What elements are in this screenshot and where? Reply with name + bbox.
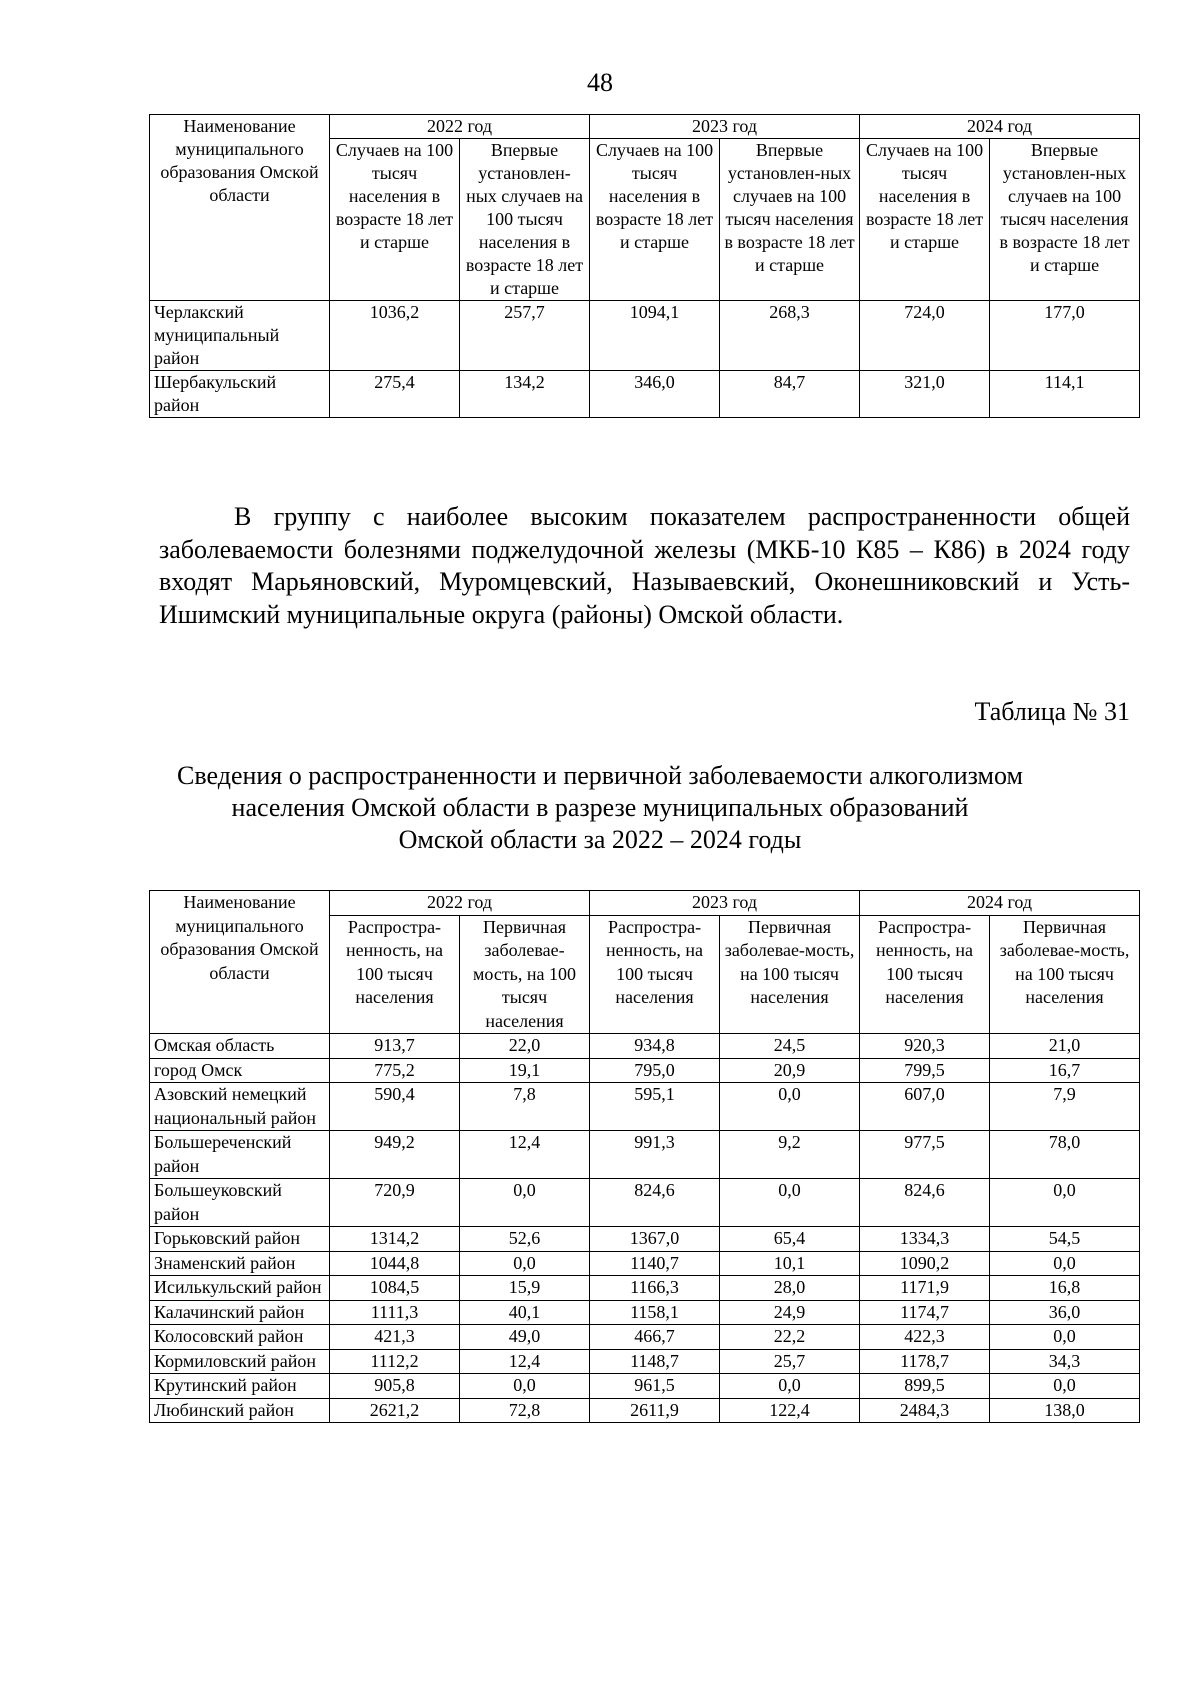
table-row [150,371,1140,418]
column-header-cases: Случаев на 100 тысяч населения в возрасте 18 лет и старше [330,139,460,301]
municipality-name-cell: Калачинский район [150,1300,330,1325]
value-cell: 12,4 [460,1131,590,1179]
table-row [150,1227,1140,1252]
municipality-name-cell: Азовский немецкий национальный район [150,1083,330,1131]
table-body [150,1034,1140,1423]
value-cell: 1148,7 [590,1349,720,1374]
table-row [150,1276,1140,1301]
column-header-new-cases: Впервые установлен-ных случаев на 100 тысяч населения в возрасте 18 лет и старше [720,139,860,301]
value-cell: 775,2 [330,1058,460,1083]
value-cell: 977,5 [860,1131,990,1179]
value-cell: 84,7 [720,371,860,418]
value-cell: 0,0 [460,1179,590,1227]
value-cell: 10,1 [720,1251,860,1276]
value-cell: 25,7 [720,1349,860,1374]
value-cell: 28,0 [720,1276,860,1301]
value-cell: 72,8 [460,1398,590,1423]
value-cell: 36,0 [990,1300,1140,1325]
value-cell: 49,0 [460,1325,590,1350]
value-cell: 7,9 [990,1083,1140,1131]
column-header-new-cases: Впервые установлен-ных случаев на 100 тысяч населения в возрасте 18 лет и старше [460,139,590,301]
municipality-name-cell: Большереченский район [150,1131,330,1179]
table-row [150,1251,1140,1276]
value-cell: 724,0 [860,301,990,371]
value-cell: 22,0 [460,1034,590,1059]
alcoholism-data-table [149,890,1140,1423]
value-cell: 920,3 [860,1034,990,1059]
value-cell: 799,5 [860,1058,990,1083]
value-cell: 134,2 [460,371,590,418]
value-cell: 590,4 [330,1083,460,1131]
column-header-year-2023: 2023 год [590,115,860,139]
table-row [150,1058,1140,1083]
column-header-incidence: Первичная заболевае-мость, на 100 тысяч населения [990,915,1140,1034]
municipality-name-cell: Шербакульский район [150,371,330,418]
value-cell: 720,9 [330,1179,460,1227]
value-cell: 1178,7 [860,1349,990,1374]
value-cell: 913,7 [330,1034,460,1059]
value-cell: 1111,3 [330,1300,460,1325]
value-cell: 16,7 [990,1058,1140,1083]
value-cell: 1334,3 [860,1227,990,1252]
municipality-name-cell: Горьковский район [150,1227,330,1252]
value-cell: 0,0 [990,1374,1140,1399]
value-cell: 346,0 [590,371,720,418]
table-title-line: населения Омской области в разрезе муниципальных образований [231,793,969,822]
value-cell: 16,8 [990,1276,1140,1301]
value-cell: 34,3 [990,1349,1140,1374]
municipality-name-cell: Любинский район [150,1398,330,1423]
value-cell: 422,3 [860,1325,990,1350]
value-cell: 7,8 [460,1083,590,1131]
value-cell: 1166,3 [590,1276,720,1301]
value-cell: 1171,9 [860,1276,990,1301]
table-label: Таблица № 31 [974,697,1130,726]
column-header-prevalence: Распростра-ненность, на 100 тысяч населения [330,915,460,1034]
value-cell: 991,3 [590,1131,720,1179]
value-cell: 20,9 [720,1058,860,1083]
value-cell: 824,6 [590,1179,720,1227]
value-cell: 2621,2 [330,1398,460,1423]
value-cell: 0,0 [460,1251,590,1276]
municipality-name-cell: Кормиловский район [150,1349,330,1374]
column-header-year-2024: 2024 год [860,891,1140,916]
value-cell: 0,0 [990,1325,1140,1350]
municipality-name-cell: Омская область [150,1034,330,1059]
column-header-incidence: Первичная заболевае-мость, на 100 тысяч населения [720,915,860,1034]
value-cell: 1367,0 [590,1227,720,1252]
value-cell: 1314,2 [330,1227,460,1252]
column-header-cases: Случаев на 100 тысяч населения в возрасте 18 лет и старше [590,139,720,301]
value-cell: 0,0 [720,1083,860,1131]
page-number: 48 [587,68,613,97]
value-cell: 0,0 [990,1179,1140,1227]
value-cell: 268,3 [720,301,860,371]
column-header-year-2022: 2022 год [330,115,590,139]
value-cell: 1112,2 [330,1349,460,1374]
value-cell: 275,4 [330,371,460,418]
value-cell: 899,5 [860,1374,990,1399]
value-cell: 40,1 [460,1300,590,1325]
value-cell: 795,0 [590,1058,720,1083]
value-cell: 24,9 [720,1300,860,1325]
column-header-municipality: Наименование муниципального образования Омской области [150,115,330,301]
column-header-cases: Случаев на 100 тысяч населения в возрасте 18 лет и старше [860,139,990,301]
table-title-line: Сведения о распространенности и первичной заболеваемости алкоголизмом [177,761,1023,790]
value-cell: 12,4 [460,1349,590,1374]
value-cell: 466,7 [590,1325,720,1350]
value-cell: 54,5 [990,1227,1140,1252]
value-cell: 1094,1 [590,301,720,371]
value-cell: 138,0 [990,1398,1140,1423]
value-cell: 15,9 [460,1276,590,1301]
value-cell: 0,0 [720,1374,860,1399]
column-header-year-2023: 2023 год [590,891,860,916]
value-cell: 1174,7 [860,1300,990,1325]
value-cell: 595,1 [590,1083,720,1131]
table-title [0,760,1200,856]
value-cell: 2611,9 [590,1398,720,1423]
value-cell: 177,0 [990,301,1140,371]
value-cell: 321,0 [860,371,990,418]
municipality-name-cell: Знаменский район [150,1251,330,1276]
municipality-name-cell: Исилькульский район [150,1276,330,1301]
table-row [150,1300,1140,1325]
value-cell: 934,8 [590,1034,720,1059]
value-cell: 65,4 [720,1227,860,1252]
table-row [150,1034,1140,1059]
value-cell: 122,4 [720,1398,860,1423]
column-header-incidence: Первичная заболевае-мость, на 100 тысяч населения [460,915,590,1034]
column-header-year-2022: 2022 год [330,891,590,916]
table-row [150,1374,1140,1399]
column-header-prevalence: Распростра-ненность, на 100 тысяч населения [590,915,720,1034]
value-cell: 607,0 [860,1083,990,1131]
column-header-prevalence: Распростра-ненность, на 100 тысяч населения [860,915,990,1034]
value-cell: 421,3 [330,1325,460,1350]
value-cell: 9,2 [720,1131,860,1179]
value-cell: 1090,2 [860,1251,990,1276]
table-row [150,301,1140,371]
table-row [150,1131,1140,1179]
value-cell: 22,2 [720,1325,860,1350]
value-cell: 1158,1 [590,1300,720,1325]
table-row [150,1083,1140,1131]
table-title-line: Омской области за 2022 – 2024 годы [398,825,802,854]
value-cell: 21,0 [990,1034,1140,1059]
municipality-name-cell: Колосовский район [150,1325,330,1350]
value-cell: 19,1 [460,1058,590,1083]
continued-data-table [149,114,1140,418]
table-row [150,1179,1140,1227]
value-cell: 0,0 [460,1374,590,1399]
value-cell: 1140,7 [590,1251,720,1276]
value-cell: 0,0 [720,1179,860,1227]
value-cell: 24,5 [720,1034,860,1059]
value-cell: 78,0 [990,1131,1140,1179]
column-header-new-cases: Впервые установлен-ных случаев на 100 тысяч населения в возрасте 18 лет и старше [990,139,1140,301]
municipality-name-cell: Крутинский район [150,1374,330,1399]
value-cell: 114,1 [990,371,1140,418]
value-cell: 1044,8 [330,1251,460,1276]
municipality-name-cell: город Омск [150,1058,330,1083]
value-cell: 1084,5 [330,1276,460,1301]
value-cell: 824,6 [860,1179,990,1227]
value-cell: 905,8 [330,1374,460,1399]
value-cell: 1036,2 [330,301,460,371]
value-cell: 2484,3 [860,1398,990,1423]
value-cell: 257,7 [460,301,590,371]
table-body [150,301,1140,418]
body-paragraph: В группу с наиболее высоким показателем распространенности общей заболеваемости болезнями поджелудочной железы (МКБ-10 К85 – К86) в 2024 году входят Марьяновский, Муромцевский, Называевский, Оконешниковский и Усть-Ишимский муниципальные округа (районы) Омской области. [159,502,1130,629]
column-header-municipality: Наименование муниципального образования Омской области [150,891,330,1034]
value-cell: 949,2 [330,1131,460,1179]
municipality-name-cell: Черлакский муниципальный район [150,301,330,371]
table-row [150,1325,1140,1350]
table-row [150,1398,1140,1423]
value-cell: 961,5 [590,1374,720,1399]
column-header-year-2024: 2024 год [860,115,1140,139]
value-cell: 0,0 [990,1251,1140,1276]
value-cell: 52,6 [460,1227,590,1252]
table-row [150,1349,1140,1374]
municipality-name-cell: Большеуковский район [150,1179,330,1227]
